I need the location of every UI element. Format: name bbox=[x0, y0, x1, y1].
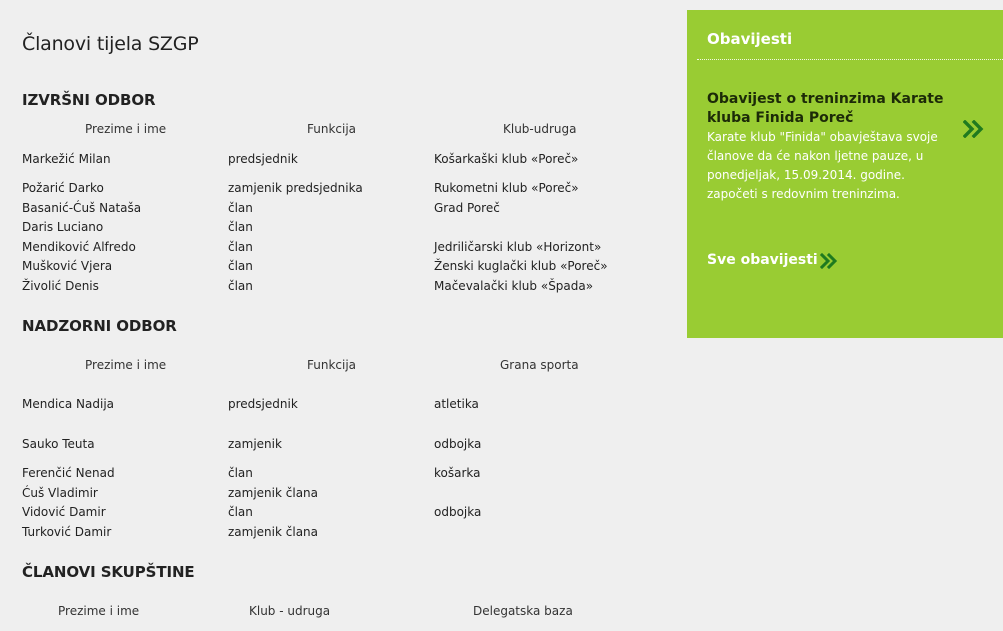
row-club: Mačevalački klub «Špada» bbox=[434, 279, 594, 293]
section-title-nadzorni: NADZORNI ODBOR bbox=[22, 317, 177, 335]
row-club: Rukometni klub «Poreč» bbox=[434, 181, 579, 195]
row-name: Turković Damir bbox=[22, 525, 112, 539]
section-title-skupstina: ČLANOVI SKUPŠTINE bbox=[22, 563, 195, 581]
row-function: član bbox=[228, 201, 253, 215]
row-sport: košarka bbox=[434, 466, 481, 480]
col-header-name: Prezime i ime bbox=[85, 122, 167, 136]
col-header-club: Klub-udruga bbox=[503, 122, 577, 136]
col-header-club: Klub - udruga bbox=[249, 604, 331, 618]
row-name: Vidović Damir bbox=[22, 505, 106, 519]
row-function: član bbox=[228, 259, 253, 273]
double-chevron-right-icon[interactable] bbox=[820, 253, 838, 269]
row-function: član bbox=[228, 466, 253, 480]
row-name: Mendica Nadija bbox=[22, 397, 115, 411]
row-name: Markežić Milan bbox=[22, 152, 111, 166]
sidebar-heading: Obavijesti bbox=[707, 30, 793, 48]
all-news-link[interactable]: Sve obavijesti bbox=[707, 252, 818, 268]
row-club: Grad Poreč bbox=[434, 201, 500, 215]
sidebar-divider bbox=[697, 59, 1003, 60]
row-name: Ćuš Vladimir bbox=[22, 486, 98, 500]
col-header-function: Funkcija bbox=[307, 122, 357, 136]
row-sport: odbojka bbox=[434, 437, 482, 451]
row-function: član bbox=[228, 240, 253, 254]
row-function: predsjednik bbox=[228, 152, 298, 166]
row-function: zamjenik člana bbox=[228, 486, 319, 500]
row-name: Sauko Teuta bbox=[22, 437, 95, 451]
col-header-delegate-base: Delegatska baza bbox=[473, 604, 573, 618]
row-function: predsjednik bbox=[228, 397, 298, 411]
row-function: član bbox=[228, 279, 253, 293]
col-header-function: Funkcija bbox=[307, 358, 357, 372]
col-header-sport: Grana sporta bbox=[500, 358, 579, 372]
row-function: zamjenik bbox=[228, 437, 282, 451]
row-name: Mendiković Alfredo bbox=[22, 240, 136, 254]
row-name: Požarić Darko bbox=[22, 181, 104, 195]
row-name: Mušković Vjera bbox=[22, 259, 113, 273]
row-name: Daris Luciano bbox=[22, 220, 104, 234]
row-function: član bbox=[228, 505, 253, 519]
section-title-izvrsni: IZVRŠNI ODBOR bbox=[22, 91, 156, 109]
row-sport: odbojka bbox=[434, 505, 482, 519]
news-item-title[interactable]: Obavijest o treninzima Karate kluba Finida Poreč bbox=[707, 91, 944, 126]
row-name: Živolić Denis bbox=[22, 279, 99, 293]
row-club: Jedriličarski klub «Horizont» bbox=[434, 240, 602, 254]
col-header-name: Prezime i ime bbox=[58, 604, 140, 618]
col-header-name: Prezime i ime bbox=[85, 358, 167, 372]
row-club: Ženski kuglački klub «Poreč» bbox=[434, 259, 608, 273]
news-item-body: Karate klub "Finida" obavještava svoje članove da će nakon ljetne pauze, u ponedjeljak, 15.09.2014. godine. započeti s redovnim treninzima. bbox=[707, 130, 938, 201]
row-function: zamjenik predsjednika bbox=[228, 181, 363, 195]
row-sport: atletika bbox=[434, 397, 479, 411]
row-function: zamjenik člana bbox=[228, 525, 319, 539]
row-name: Basanić-Ćuš Nataša bbox=[22, 201, 142, 215]
page-title: Članovi tijela SZGP bbox=[22, 33, 199, 55]
news-sidebar bbox=[687, 10, 1003, 338]
row-name: Ferenčić Nenad bbox=[22, 466, 115, 480]
row-club: Košarkaški klub «Poreč» bbox=[434, 152, 579, 166]
row-function: član bbox=[228, 220, 253, 234]
double-chevron-right-icon[interactable] bbox=[963, 120, 985, 138]
